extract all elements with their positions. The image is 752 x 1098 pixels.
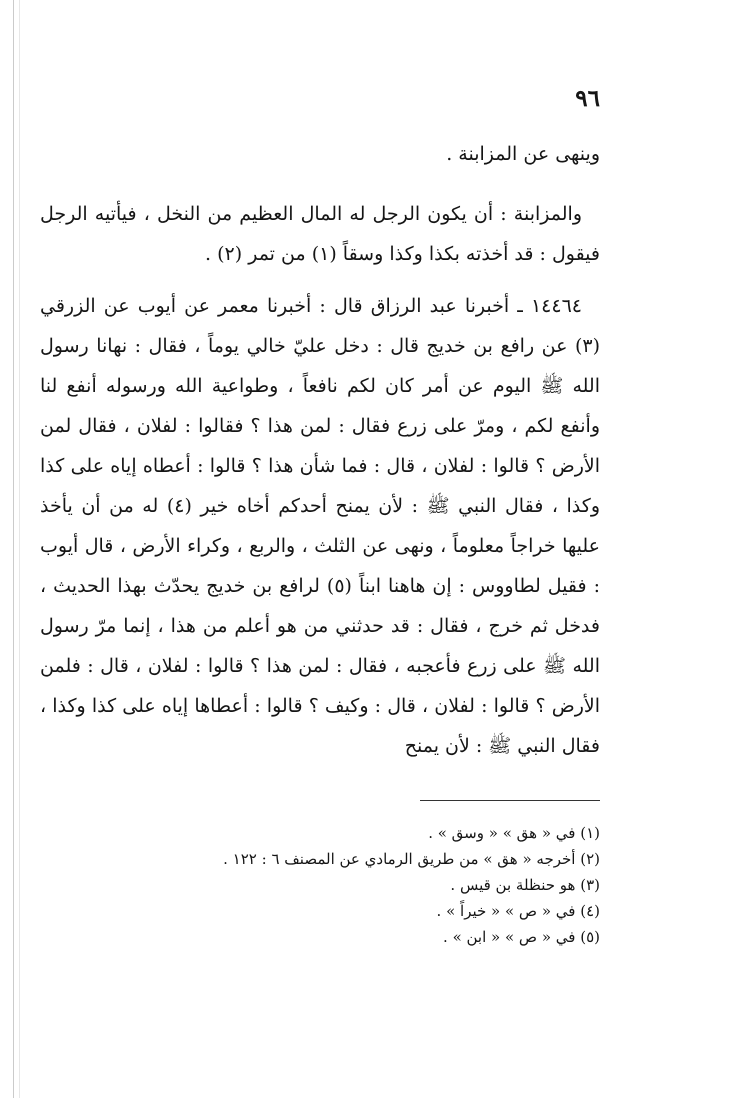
footnotes-list <box>40 820 600 950</box>
footnote-2: (٢) أخرجه « هق » من طريق الرمادي عن المصنف ٦ : ١٢٢ . <box>223 850 600 868</box>
page-number: ٩٦ <box>575 85 600 112</box>
hadith-paragraph: ١٤٤٦٤ ـ أخبرنا عبد الرزاق قال : أخبرنا معمر عن أيوب عن الزرقي (٣) عن رافع بن خديج قال : دخل عليّ خالي يوماً ، فقال : نهانا رسول الله ﷺ اليوم عن أمر كان لكم نافعاً ، وطواعية الله ورسوله أنفع لنا وأنفع لكم ، ومرّ على زرع فقال : لمن هذا ؟ فقالوا : لفلان ، فقال لمن الأرض ؟ قالوا : لفلان ، قال : فما شأن هذا ؟ قالوا : أعطاه إياه على كذا وكذا ، فقال النبي ﷺ : لأن يمنح أحدكم أخاه خير (٤) له من أن يأخذ عليها خراجاً معلوماً ، ونهى عن الثلث ، والربع ، وكراء الأرض ، قال أيوب : فقيل لطاووس : إن هاهنا ابناً (٥) لرافع بن خديج يحدّث بهذا الحديث ، فدخل ثم خرج ، فقال : قد حدثني من هو أعلم من هذا ، إنما مرّ رسول الله ﷺ على زرع فأعجبه ، فقال : لمن هذا ؟ قالوا : لفلان ، قال : فلمن الأرض ؟ قالوا : لفلان ، قال : وكيف ؟ قالوا : أعطاها إياه على كذا وكذا ، فقال النبي ﷺ : لأن يمنح <box>40 295 600 757</box>
footnote-divider <box>420 800 600 801</box>
document-page <box>40 0 600 1098</box>
definition-paragraph: والمزابنة : أن يكون الرجل له المال العظيم من النخل ، فيأتيه الرجل فيقول : قد أخذته بكذا وكذا وسقاً (١) من تمر (٢) . <box>40 203 600 265</box>
footnote-1: (١) في « هق » « وسق » . <box>428 824 600 842</box>
footnote-3: (٣) هو حنظلة بن قيس . <box>450 876 600 894</box>
left-margin-shadow <box>19 0 20 1098</box>
left-margin-rule <box>13 0 14 1098</box>
opening-line: وينهى عن المزابنة . <box>446 143 600 165</box>
footnote-4: (٤) في « ص » « خيراً » . <box>436 902 600 920</box>
footnote-5: (٥) في « ص » « ابن » . <box>443 928 600 946</box>
